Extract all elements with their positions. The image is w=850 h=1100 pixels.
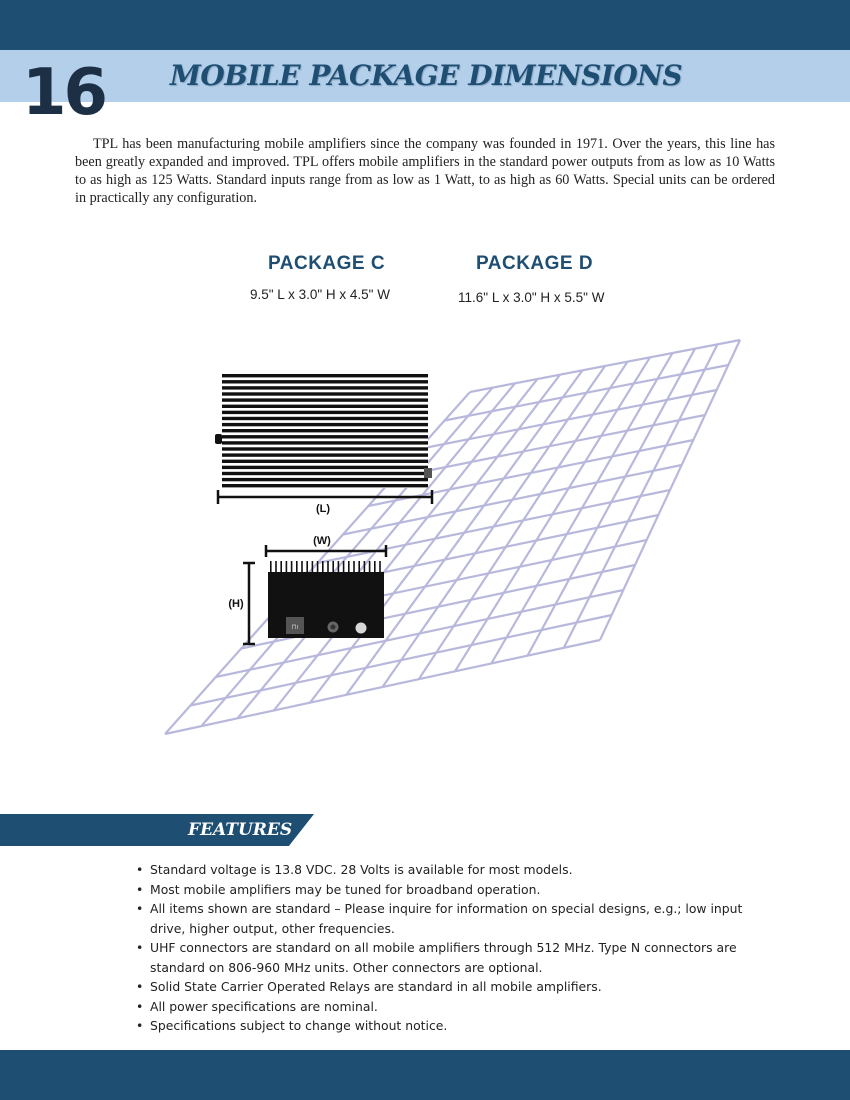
grid-line: [455, 357, 650, 671]
heatsink-fin: [222, 405, 428, 408]
package-c-title: PACKAGE C: [268, 253, 386, 274]
front-fin: [286, 561, 288, 573]
front-fin: [280, 561, 282, 573]
front-fin: [369, 561, 371, 573]
feature-item: • All items shown are standard – Please inquire for information on special designs, e.g.; low input drive, higher output, other frequencies.: [136, 899, 776, 938]
front-fin: [317, 561, 319, 573]
top-banner: [0, 0, 850, 50]
front-fin: [301, 561, 303, 573]
front-fin: [348, 561, 350, 573]
length-label: (L): [315, 503, 331, 515]
feature-item: • Most mobile amplifiers may be tuned for broadband operation.: [136, 880, 776, 900]
heatsink-fin: [222, 478, 428, 481]
features-list: [136, 860, 776, 1036]
heatsink-fin: [222, 417, 428, 420]
amplifier-top-view: [215, 374, 432, 504]
intro-paragraph: TPL has been manufacturing mobile amplifiers since the company was founded in 1971. Over the years, this line has been greatly expanded and improved. TPL offers mobile amplifiers in the standard power outputs from as low as 10 Watts to as high as 125 Watts. Standard inputs range from as low as 1 Watt, to as high as 60 Watts. Special units can be ordered in practically any configuration.: [75, 136, 775, 206]
heatsink-fin: [222, 380, 428, 383]
front-fin: [327, 561, 329, 573]
front-fin: [364, 561, 366, 573]
feature-item: • Specifications subject to change without notice.: [136, 1016, 776, 1036]
front-fins: [270, 561, 381, 573]
front-fin: [306, 561, 308, 573]
front-fin: [275, 561, 277, 573]
heatsink-fin: [222, 435, 428, 438]
heatsink-fin: [222, 484, 428, 487]
grid-line: [165, 640, 600, 734]
heatsink-fin: [222, 411, 428, 414]
feature-item: • Solid State Carrier Operated Relays are standard in all mobile amplifiers.: [136, 977, 776, 997]
grid-line: [564, 344, 718, 648]
page-number: 16: [22, 56, 106, 130]
width-label: (W): [313, 535, 331, 547]
heatsink-fin: [222, 423, 428, 426]
heatsink-fin: [222, 374, 428, 377]
front-fin: [270, 561, 272, 573]
front-fin: [379, 561, 381, 573]
package-dimension-figure: [0, 330, 850, 750]
front-fin: [312, 561, 314, 573]
features-title: FEATURES: [188, 820, 293, 840]
heatsink-fin: [222, 392, 428, 395]
package-d-title: PACKAGE D: [476, 253, 594, 274]
heatsink-fin: [222, 472, 428, 475]
front-fin: [322, 561, 324, 573]
front-fin: [332, 561, 334, 573]
front-fin: [343, 561, 345, 573]
grid-line: [190, 615, 611, 706]
package-c-dimensions: 9.5" L x 3.0" H x 4.5" W: [250, 287, 390, 302]
bottom-banner: [0, 1050, 850, 1100]
page-title: MOBILE PACKAGE DIMENSIONS: [169, 59, 683, 92]
feature-item: • All power specifications are nominal.: [136, 997, 776, 1017]
front-fin: [353, 561, 355, 573]
heatsink-fin: [222, 429, 428, 432]
svg-text:⊓ı: ⊓ı: [291, 624, 299, 631]
heatsink-fin: [222, 466, 428, 469]
heatsink-fin: [222, 398, 428, 401]
feature-item: • Standard voltage is 13.8 VDC. 28 Volts is available for most models.: [136, 860, 776, 880]
amplifier-front-view: [228, 535, 386, 644]
grid-line: [528, 349, 696, 656]
front-fin: [374, 561, 376, 573]
heatsink-fin: [222, 447, 428, 450]
heatsink-fin: [222, 460, 428, 463]
front-fin: [358, 561, 360, 573]
front-fin: [291, 561, 293, 573]
heatsink-fin: [222, 441, 428, 444]
front-fin: [338, 561, 340, 573]
package-d-dimensions: 11.6" L x 3.0" H x 5.5" W: [458, 290, 605, 305]
height-label: (H): [228, 598, 244, 610]
front-fin: [296, 561, 298, 573]
heatsink-fin: [222, 453, 428, 456]
heatsink-fin: [222, 386, 428, 389]
feature-item: • UHF connectors are standard on all mobile amplifiers through 512 MHz. Type N connectors are standard on 806-960 MHz units. Other connectors are optional.: [136, 938, 776, 977]
